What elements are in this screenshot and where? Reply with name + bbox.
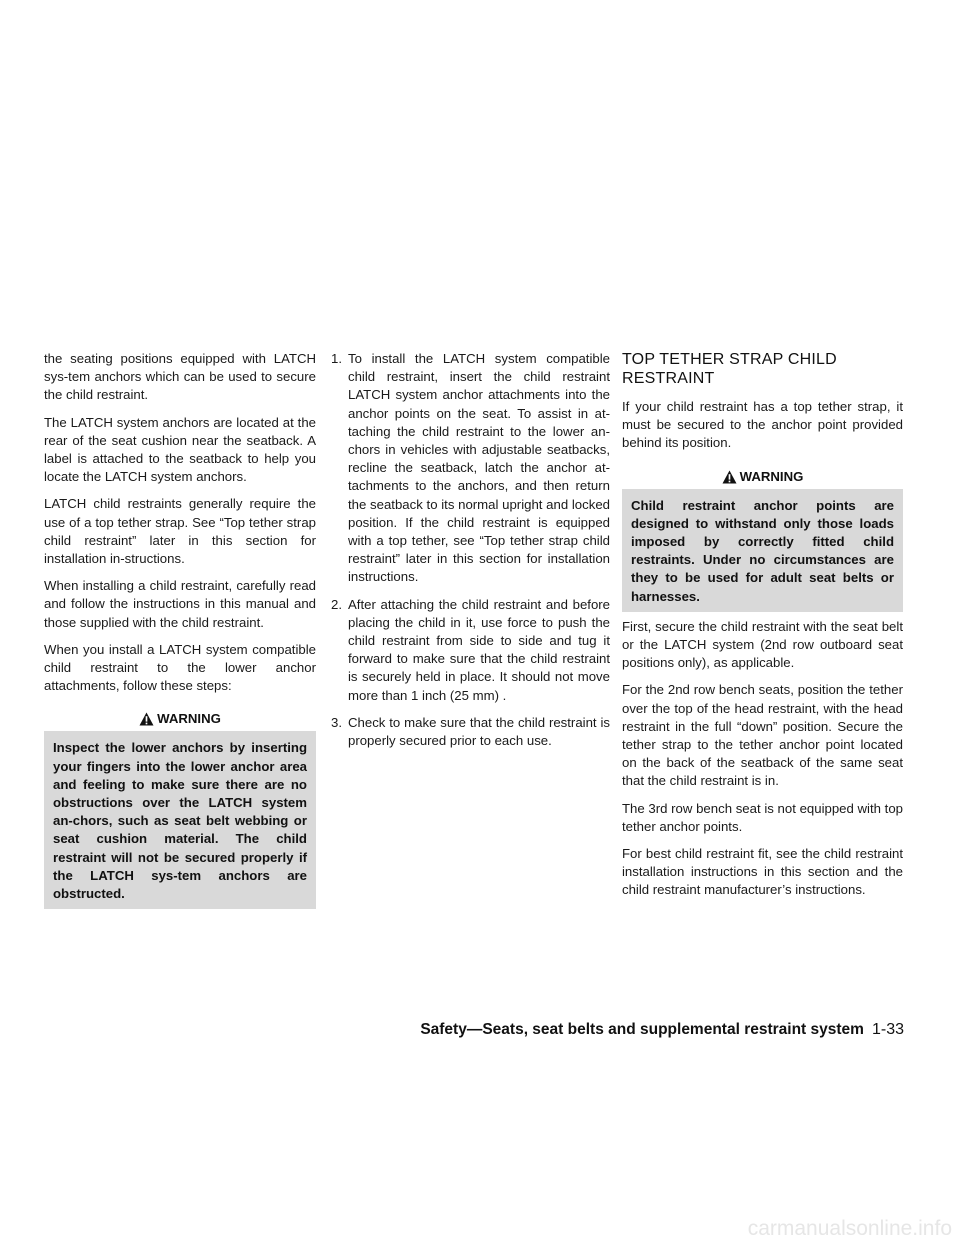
step-number: 3. [331, 714, 342, 730]
paragraph: For best child restraint fit, see the child restraint installation instructions in this section and the child restraint manufacturer’s instructions. [622, 846, 903, 898]
paragraph: When installing a child restraint, carefully read and follow the instructions in this manual and those supplied with the child restraint. [44, 578, 316, 630]
paragraph: When you install a LATCH system compatible child restraint to the lower anchor attachments, follow these steps: [44, 641, 316, 694]
section-heading: TOP TETHER STRAP CHILD RESTRAINT [622, 351, 837, 387]
list-item [331, 714, 610, 750]
paragraph: The 3rd row bench seat is not equipped with top tether anchor points. [622, 800, 903, 834]
paragraph: First, secure the child restraint with the seat belt or the LATCH system (2nd row outboard seat positions only), as applicable. [622, 618, 903, 671]
paragraph: If your child restraint has a top tether strap, it must be secured to the anchor point provided behind its position. [622, 399, 903, 451]
warning-triangle-icon [139, 712, 154, 726]
column-3 [622, 350, 903, 909]
column-1 [44, 350, 316, 915]
step-text: After attaching the child restraint and before placing the child in it, use force to push the child restraint from side to side and tug it forward to make sure that the child restraint is securely held in place. It should not move more than 1 inch (25 mm) . [348, 596, 610, 703]
column-2 [331, 350, 610, 759]
list-item [331, 350, 610, 587]
footer-section-title: Safety—Seats, seat belts and supplemental restraint system [420, 1021, 864, 1038]
warning-triangle-icon [722, 470, 737, 484]
warning-heading [44, 707, 316, 731]
paragraph: For the 2nd row bench seats, position the tether over the top of the head restraint, with the head restraint in the full “down” position. Secure the tether strap to the tether anchor point located on the back of the seatback of the same seat that the child restraint is in. [622, 682, 903, 789]
watermark-logo [630, 1212, 960, 1242]
warning-label: WARNING [739, 468, 804, 484]
step-text: Check to make sure that the child restraint is properly secured prior to each use. [348, 714, 610, 749]
paragraph: LATCH child restraints generally require the use of a top tether strap. See “Top tether strap child restraint” later in this section for installation in-structions. [44, 496, 316, 567]
list-item [331, 596, 610, 705]
warning-box: Child restraint anchor points are designed to withstand only those loads imposed by correctly fitted child restraints. Under no circumstances are they to be used for adult seat belts or harnesses. [622, 489, 903, 612]
paragraph: The LATCH system anchors are located at the rear of the seat cushion near the seatback. A label is attached to the seatback to help you locate the LATCH system anchors. [44, 414, 316, 485]
installation-steps [331, 350, 610, 750]
warning-box: Inspect the lower anchors by inserting your fingers into the lower anchor area and feeling to make sure there are no obstructions over the LATCH system an-chors, such as seat belt webbing or seat cushion material. The child restraint will not be secured properly if the LATCH sys-tem anchors are obstructed. [44, 731, 316, 909]
paragraph: the seating positions equipped with LATCH sys-tem anchors which can be used to secure the child restraint. [44, 351, 316, 403]
step-number: 2. [331, 596, 342, 612]
warning-label: WARNING [157, 711, 221, 727]
svg-text:carmanualsonline.info: carmanualsonline.info [747, 1217, 952, 1240]
page-footer [0, 1021, 904, 1039]
warning-heading [622, 465, 903, 489]
step-text: To install the LATCH system compatible child restraint, insert the child restraint LATCH system anchor attachments into the anchor points on the seat. To assist in at-taching the child restraint to the lower an-chors in vehicles with adjustable seatbacks, recline the seatback, latch the anchor at-tachments to the anchors, and then return the seatback to its normal upright and locked position. If the child restraint is equipped with a top tether, see “Top tether strap child restraint” later in this section for installation instructions. [348, 351, 610, 585]
page-number: 1-33 [871, 1021, 904, 1038]
watermark [0, 1212, 960, 1242]
step-number: 1. [331, 351, 342, 366]
